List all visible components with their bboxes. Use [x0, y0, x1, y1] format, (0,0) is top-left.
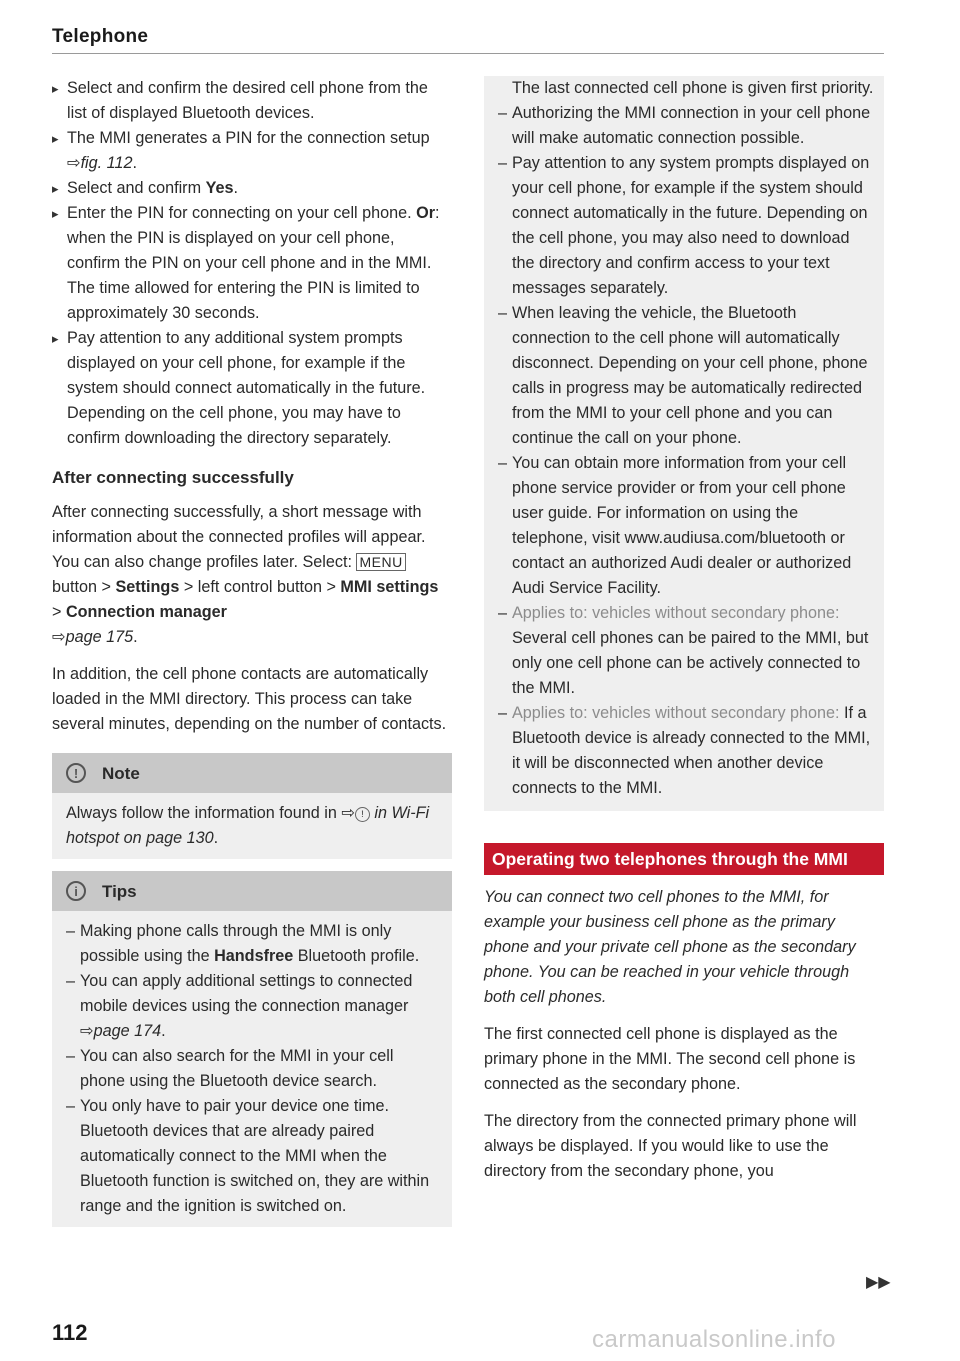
- tip-item: – When leaving the vehicle, the Bluetooth connection to the cell phone will automatically disconnect. Depending on your cell phone, phone calls in progress may be automatically redirected from the MMI to your cell phone and you can continue the call on your phone.: [484, 301, 876, 451]
- watermark-text: carmanualsonline.info: [592, 1326, 836, 1353]
- body-paragraph: The directory from the connected primary phone will always be displayed. If you would like to use the directory from the secondary phone, you: [484, 1112, 857, 1180]
- section-intro: You can connect two cell phones to the MMI, for example your business cell phone as the primary phone and your private cell phone as the secondary phone. You can be reached in your vehicle through both cell phones.: [484, 888, 856, 1006]
- exclamation-circle-icon: !: [66, 763, 86, 783]
- info-circle-icon: i: [66, 881, 86, 901]
- contacts-paragraph: In addition, the cell phone contacts are automatically loaded in the MMI directory. This process can take several minutes, depending on the number of contacts.: [52, 665, 447, 733]
- continue-arrow-icon: ▶▶: [866, 1274, 891, 1291]
- step-item: ▸ Pay attention to any additional system prompts displayed on your cell phone, for example if the system should connect automatically in the future. Depending on the cell phone, you may have to confirm downloading the directory separately.: [52, 326, 452, 451]
- continued-tips-box: [484, 76, 884, 811]
- header-rule: [52, 53, 884, 54]
- note-header: [52, 753, 452, 793]
- step-item: ▸ Select and confirm the desired cell phone from the list of displayed Bluetooth devices.: [52, 76, 452, 126]
- tip-item: – You can obtain more information from your cell phone service provider or from your cell phone user guide. For information on using the telephone, visit www.audiusa.com/bluetooth or contact an authorized Audi dealer or authorized Audi Service Facility.: [484, 451, 876, 601]
- note-title: Note: [102, 763, 140, 783]
- page-header-title: Telephone: [52, 26, 149, 47]
- continued-tips-list: [484, 101, 876, 801]
- note-box: [52, 753, 452, 859]
- tip-item: – Making phone calls through the MMI is only possible using the Handsfree Bluetooth profile.: [52, 919, 438, 969]
- tip-item-applies: – Applies to: vehicles without secondary phone: Several cell phones can be paired to the MMI, but only one cell phone can be actively connected to the MMI.: [484, 601, 876, 701]
- tip-item: – You can apply additional settings to connected mobile devices using the connection manager ⇨page 174.: [52, 969, 438, 1044]
- tips-header: [52, 871, 452, 911]
- applies-to-label: Applies to: vehicles without secondary phone:: [512, 704, 840, 722]
- page-number: 112: [52, 1320, 88, 1345]
- menu-button-key: MENU: [356, 553, 405, 571]
- page-reference-link[interactable]: ⇨page 174: [80, 1022, 162, 1040]
- tips-box: [52, 871, 452, 1227]
- tip-item: – Authorizing the MMI connection in your cell phone will make automatic connection possible.: [484, 101, 876, 151]
- step-list: [52, 76, 452, 451]
- wifi-hotspot-reference-link[interactable]: in Wi-Fi hotspot on page 130: [66, 804, 430, 847]
- right-column: [484, 76, 884, 1184]
- page-reference-link[interactable]: ⇨page 175: [52, 628, 134, 646]
- tip-item: – You only have to pair your device one time. Bluetooth devices that are already paired automatically connect to the MMI when the Bluetooth function is switched on, they are within range and the ignition is switched on.: [52, 1094, 438, 1219]
- tips-title: Tips: [102, 881, 137, 901]
- tip-item: – You can also search for the MMI in your cell phone using the Bluetooth device search.: [52, 1044, 438, 1094]
- after-connecting-paragraph: After connecting successfully, a short message with information about the connected profiles will appear. You can also change profiles later. Select: MENU button > Settings > left control button > MMI settings > Connection manager ⇨page 175.: [52, 503, 439, 646]
- tip-item: – Pay attention to any system prompts displayed on your cell phone, for example if the system should connect automatically in the future. Depending on the cell phone, you may also need to download the directory and confirm access to your text messages separately.: [484, 151, 876, 301]
- applies-to-label: Applies to: vehicles without secondary phone:: [512, 604, 840, 622]
- step-item: ▸ Select and confirm Yes.: [52, 176, 452, 201]
- warning-circle-icon: !: [355, 807, 370, 822]
- note-body: Always follow the information found in ⇨ ! in Wi-Fi hotspot on page 130.: [66, 804, 430, 847]
- tips-list: [52, 911, 452, 1227]
- yes-option-label: Yes: [205, 179, 234, 197]
- section-heading: Operating two telephones through the MMI: [484, 843, 884, 875]
- after-connecting-heading: After connecting successfully: [52, 468, 294, 487]
- left-column: [52, 76, 452, 1227]
- body-paragraph: The first connected cell phone is displayed as the primary phone in the MMI. The second cell phone is connected as the secondary phone.: [484, 1025, 856, 1093]
- step-item: ▸ The MMI generates a PIN for the connection setup ⇨fig. 112.: [52, 126, 452, 176]
- step-item: ▸ Enter the PIN for connecting on your cell phone. Or: when the PIN is displayed on your cell phone, confirm the PIN on your cell phone and in the MMI. The time allowed for entering the PIN is limited to approximately 30 seconds.: [52, 201, 452, 326]
- continued-text: The last connected cell phone is given first priority.: [512, 79, 874, 97]
- tip-item-applies: – Applies to: vehicles without secondary phone: If a Bluetooth device is already connected to the MMI, it will be disconnected when another device connects to the MMI.: [484, 701, 876, 801]
- figure-reference-link[interactable]: ⇨fig. 112: [67, 154, 133, 172]
